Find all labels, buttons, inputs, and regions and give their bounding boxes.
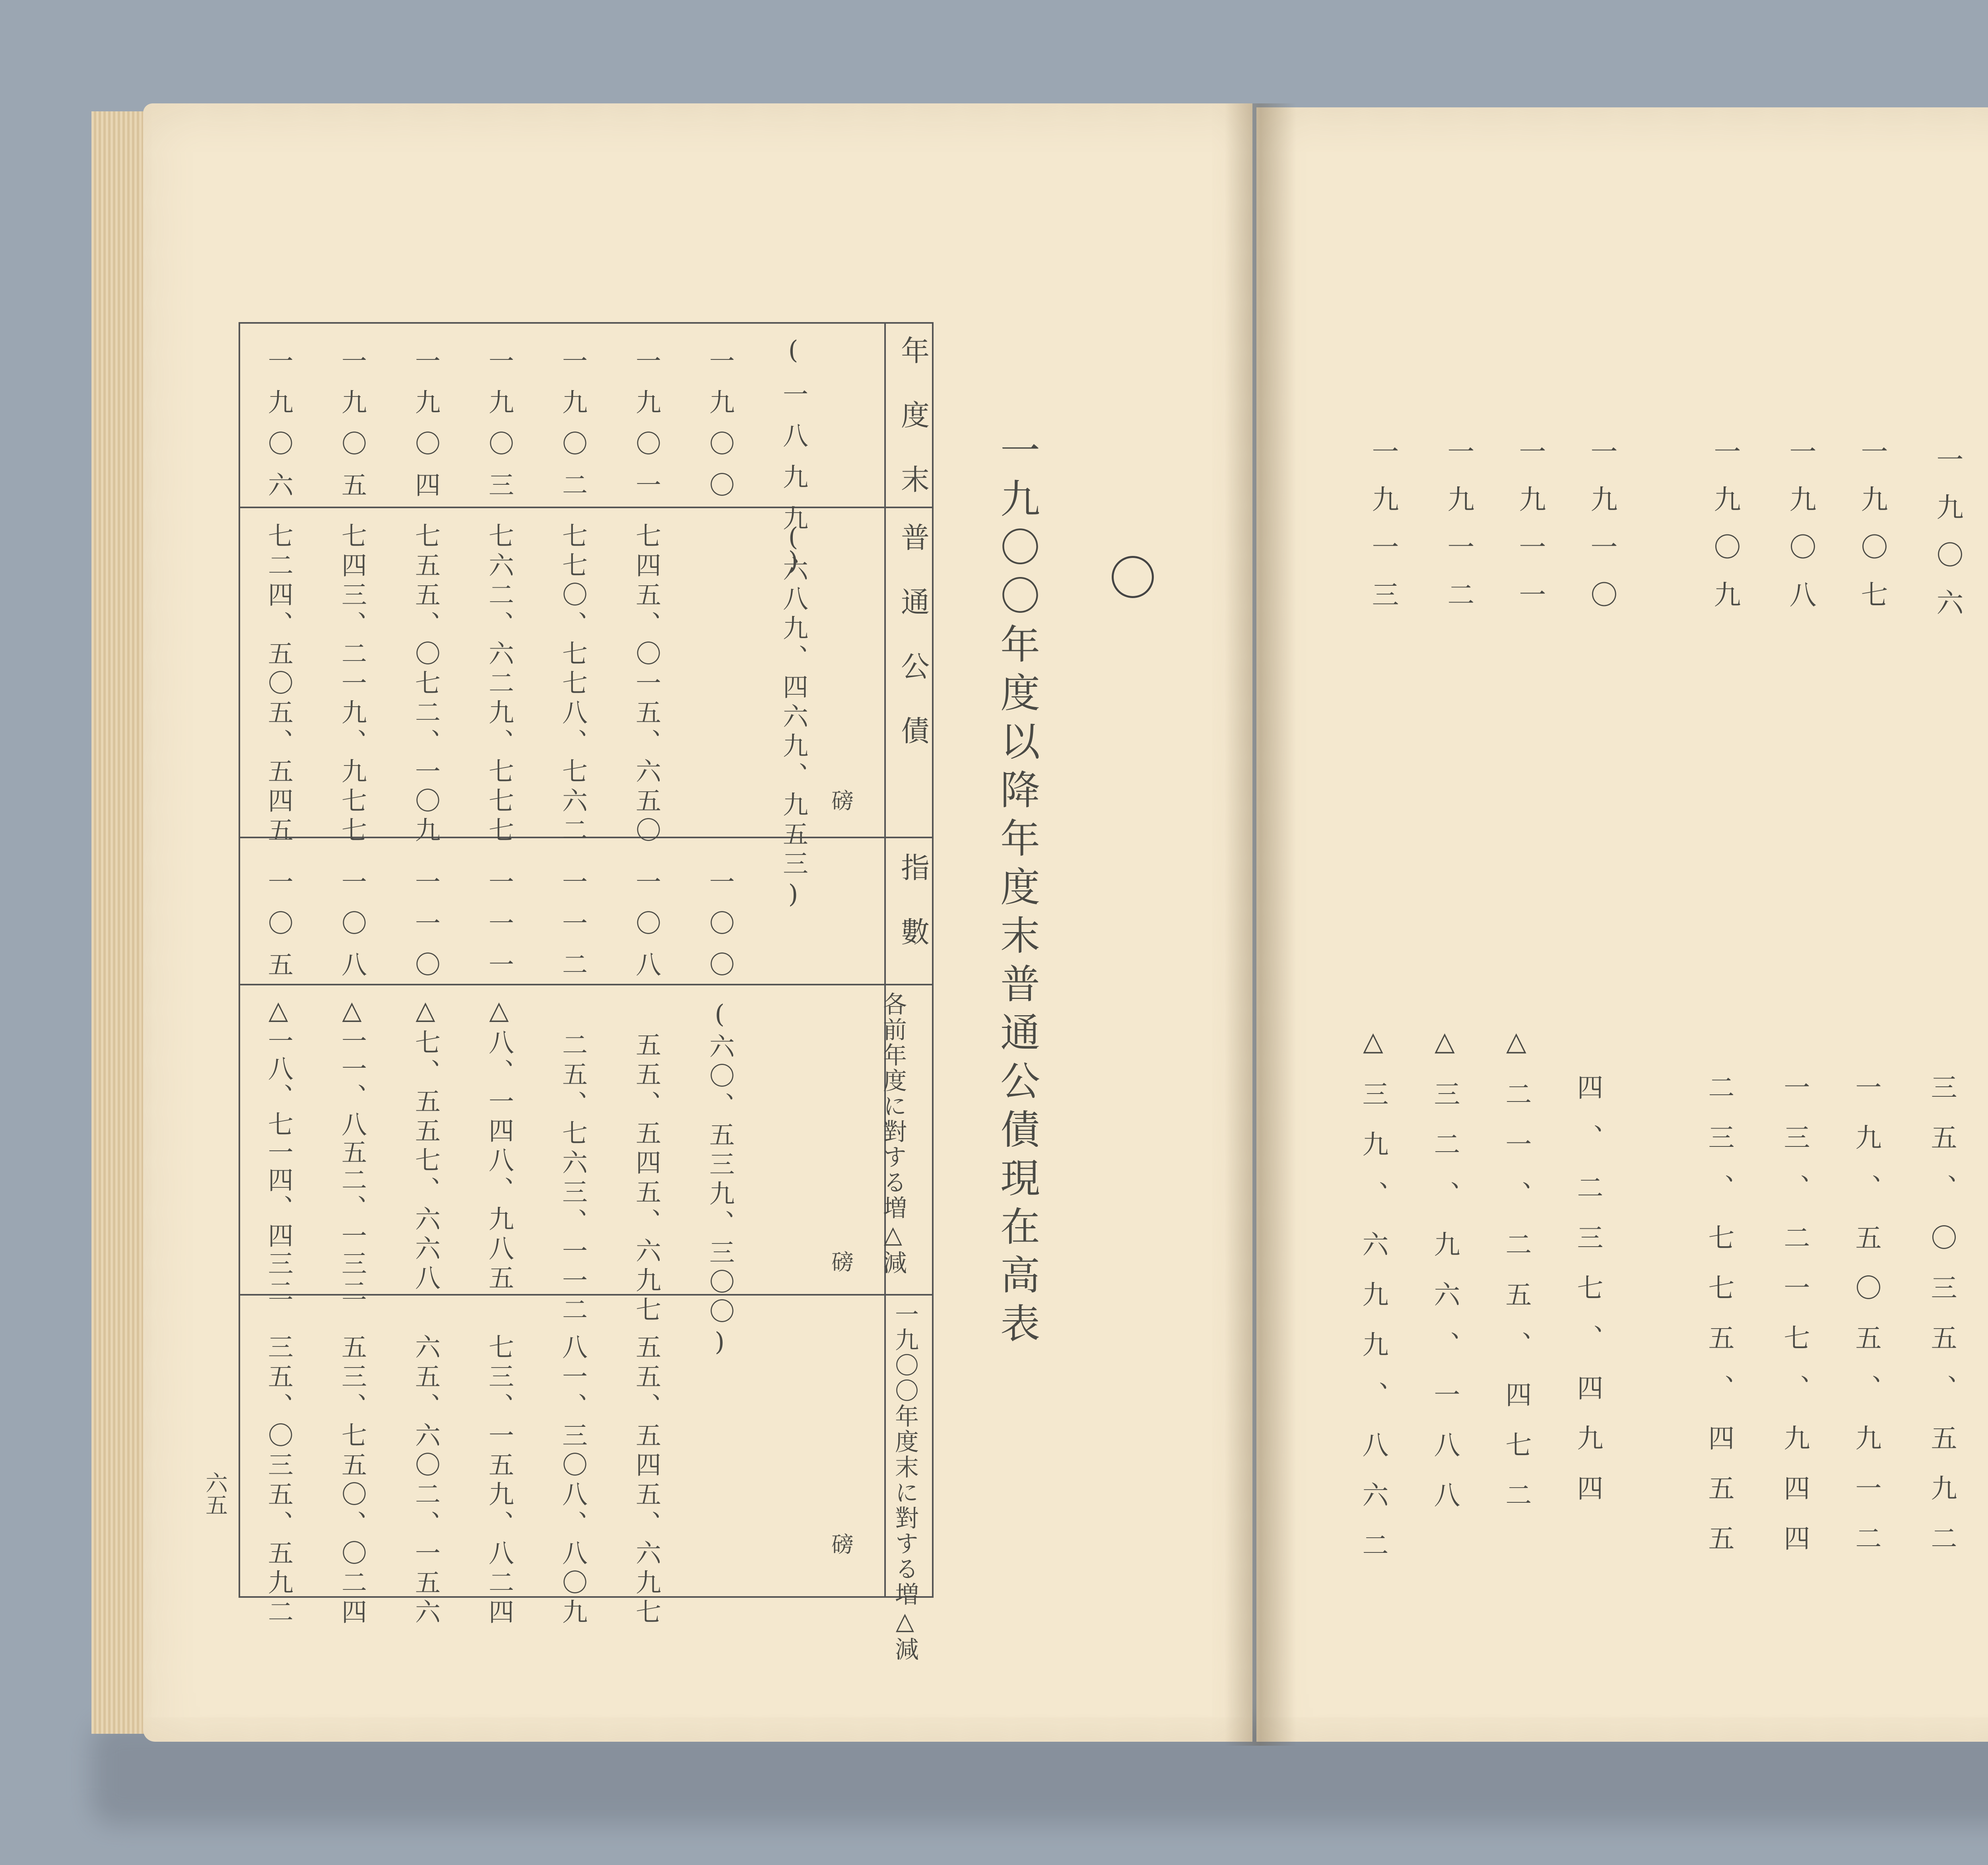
- header-change-prev: 各前年度に對する増△減: [879, 992, 907, 1276]
- row-year: 一九〇〇: [705, 348, 734, 513]
- change-item: △三二、九六、一八八: [1429, 1026, 1460, 1531]
- year-item: 一九〇九: [1709, 437, 1741, 628]
- row-index: 一一〇: [411, 868, 440, 993]
- row-index: 一〇八: [337, 868, 367, 993]
- table-title: 一九〇〇年度以降年度末普通公債現在高表: [994, 429, 1040, 1351]
- row-change-1900: 三五、〇三五、五九二: [264, 1334, 293, 1628]
- change-item: △三九、六九九、八六二: [1358, 1026, 1388, 1581]
- header-year: 年度末: [896, 336, 930, 529]
- left-page-number: 六五: [202, 1471, 228, 1516]
- row-year: 一九〇四: [411, 348, 440, 513]
- year-item: 一九一〇: [1586, 437, 1617, 628]
- change-item: 三五、〇三五、五九二: [1926, 1074, 1957, 1575]
- row-year: 一九〇三: [484, 348, 514, 513]
- header-change-1900: 一九〇〇年度末に對する増△減: [891, 1302, 919, 1662]
- header-balance: 普通公債: [896, 523, 930, 780]
- row-year: 一九〇六: [264, 348, 293, 513]
- row-change-prev: (六〇、五三九、三〇〇): [705, 1000, 734, 1361]
- year-item: 一九一一: [1514, 437, 1546, 628]
- row-change-prev: 五五、五四五、六九七: [631, 1032, 661, 1326]
- left-page-edges: [91, 111, 147, 1734]
- row-year: 一九〇一: [631, 348, 661, 513]
- year-item: 一九一二: [1443, 437, 1474, 628]
- row-balance: 七二四、五〇五、五四五: [264, 523, 293, 846]
- row-change-1900: 五五、五四五、六九七: [631, 1334, 661, 1628]
- row-year: 一九〇二: [558, 348, 587, 513]
- row-balance: 七七〇、七七八、七六二: [558, 523, 587, 846]
- year-item: 一九〇八: [1785, 437, 1816, 628]
- row-change-prev: 二五、七六三、一一二: [558, 1032, 587, 1326]
- row-change-prev: △一八、七一四、四三二: [264, 996, 293, 1306]
- header-index: 指數: [896, 853, 930, 981]
- public-debt-table: [239, 322, 934, 1662]
- unit-label: 磅: [828, 789, 854, 811]
- row-index: 一〇八: [631, 868, 661, 993]
- row-index: 一一二: [558, 868, 587, 993]
- change-item: 四、二三七、四九四: [1573, 1074, 1603, 1525]
- row-change-1900: 七三、一五九、八二四: [484, 1334, 514, 1628]
- row-balance: 七四五、〇一五、六五〇: [631, 523, 661, 846]
- row-change-1900: 八一、三〇八、八〇九: [558, 1334, 587, 1628]
- row-balance: 七五五、〇七二、一〇九: [411, 523, 440, 846]
- row-change-prev: △八、一四八、九八五: [484, 996, 514, 1294]
- row-index: 一〇〇: [705, 868, 734, 993]
- row-balance: (六八九、四六九、九五三): [779, 523, 808, 913]
- circle-mark: [1112, 556, 1154, 598]
- row-balance: 七六二、六二九、七七七: [484, 523, 514, 846]
- change-item: 一九、五〇五、九一二: [1851, 1074, 1881, 1575]
- row-year: 一九〇五: [337, 348, 367, 513]
- change-item: 一三、二一七、九四四: [1779, 1074, 1810, 1575]
- book-gutter: [1225, 103, 1296, 1746]
- year-item: 一九一三: [1367, 437, 1399, 628]
- row-balance: 七四三、二一九、九七七: [337, 523, 367, 846]
- row-change-1900: 五三、七五〇、〇二四: [337, 1334, 367, 1628]
- year-item: 一九〇六: [1932, 445, 1963, 636]
- change-item: 二三、七七五、四五五: [1704, 1074, 1734, 1575]
- row-change-prev: △七、五五七、六六八: [411, 996, 440, 1294]
- row-change-prev: △一一、八五二、一三二: [337, 996, 367, 1306]
- row-change-1900: 六五、六〇二、一五六: [411, 1334, 440, 1628]
- unit-label: 磅: [828, 1533, 854, 1555]
- year-item: 一九〇七: [1856, 437, 1888, 628]
- unit-label: 磅: [828, 1250, 854, 1272]
- row-index: 一〇五: [264, 868, 293, 993]
- change-item: △二一、二五、四七二: [1501, 1026, 1532, 1531]
- row-year: (一八九九): [779, 336, 808, 592]
- row-index: 一一一: [484, 868, 514, 993]
